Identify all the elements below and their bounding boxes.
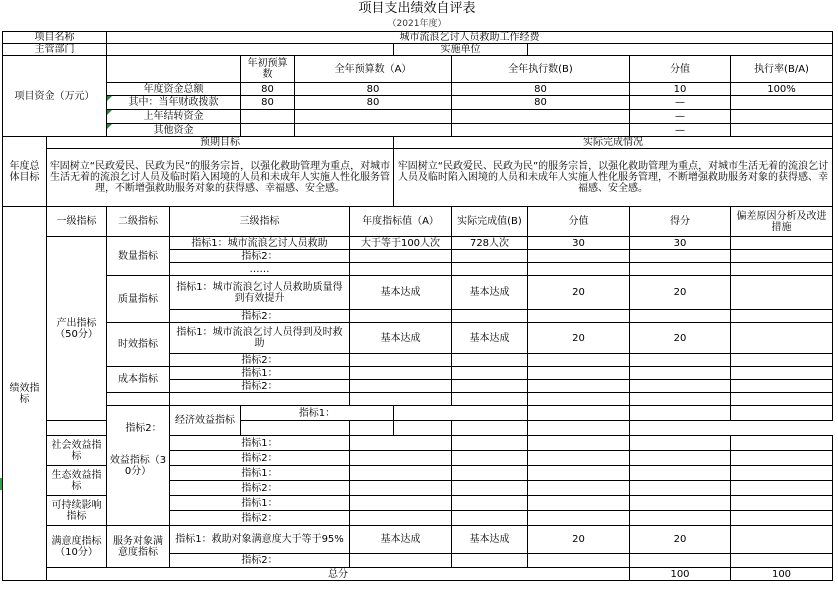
- funds-carryover-exec[interactable]: [452, 110, 630, 124]
- cell[interactable]: [731, 263, 833, 276]
- goal-content-row: [3, 149, 833, 207]
- cell[interactable]: [452, 496, 528, 511]
- quantity-deviation1[interactable]: [731, 237, 833, 250]
- perf-indicator-label: 绩效指标: [3, 207, 47, 581]
- cell[interactable]: [731, 354, 833, 367]
- table-row: [3, 393, 833, 406]
- cost-ind2[interactable]: 指标2：: [170, 380, 350, 393]
- cell[interactable]: [528, 496, 630, 511]
- cell[interactable]: [630, 451, 731, 466]
- quantity-score1[interactable]: 30: [630, 237, 731, 250]
- total-label: 总分: [47, 568, 630, 581]
- cell[interactable]: [731, 406, 833, 421]
- funds-carryover-full[interactable]: [295, 110, 452, 124]
- cell[interactable]: [452, 393, 528, 406]
- cell[interactable]: [241, 421, 350, 436]
- table-row: [3, 323, 833, 354]
- funds-fiscal-full[interactable]: 80: [295, 96, 452, 110]
- cell[interactable]: [350, 451, 452, 466]
- cell[interactable]: [452, 481, 528, 496]
- timeliness-actual1[interactable]: 基本达成: [452, 323, 528, 354]
- table-row: [3, 526, 833, 554]
- cell[interactable]: [452, 436, 528, 451]
- cell[interactable]: [528, 421, 630, 436]
- funds-carryover-value[interactable]: —: [630, 110, 731, 124]
- funds-other-label: 其他资金: [107, 124, 241, 137]
- year-subtitle: （2021年度）: [387, 19, 447, 29]
- cell[interactable]: [731, 511, 833, 526]
- cell[interactable]: [528, 310, 630, 323]
- timeliness-ind1[interactable]: 指标1：城市流浪乞讨人员得到及时救助: [170, 323, 350, 354]
- total-row: [3, 568, 833, 581]
- sustainable-ind1[interactable]: 指标1：: [170, 496, 350, 511]
- cell[interactable]: [731, 436, 833, 451]
- impl-unit-label: 实施单位: [394, 44, 528, 56]
- cell[interactable]: [350, 310, 452, 323]
- total-score[interactable]: 100: [731, 568, 833, 581]
- total-value[interactable]: 100: [630, 568, 731, 581]
- cell[interactable]: [350, 511, 452, 526]
- cell[interactable]: [452, 310, 528, 323]
- cell[interactable]: [731, 554, 833, 568]
- actual-value-header: 实际完成值(B): [452, 207, 528, 237]
- timeliness-value1[interactable]: 20: [528, 323, 630, 354]
- satisfaction-ind1[interactable]: 指标1：救助对象满意度大于等于95%: [170, 526, 350, 554]
- expected-goal-text[interactable]: 牢固树立“民政爱民、民政为民”的服务宗旨，以强化救助管理为重点，对城市生活无着的流浪乞讨人员及临时陷入困境的人员和未成年人实施人性化服务管理，不断增强救助服务对象的获得感、幸福感、安全感。: [47, 149, 394, 207]
- cell[interactable]: [528, 466, 630, 481]
- satisfaction-indicator-label: 满意度指标（10分）: [47, 526, 107, 568]
- indicator-header-row: [3, 207, 833, 237]
- funds-fiscal-annual[interactable]: 80: [241, 96, 295, 110]
- funds-other-exec[interactable]: [452, 124, 630, 137]
- funds-fiscal-exec[interactable]: 80: [452, 96, 630, 110]
- funds-total-row: [3, 83, 833, 96]
- impl-unit-value[interactable]: [528, 44, 833, 56]
- cell[interactable]: [350, 554, 452, 568]
- quantity-ind1[interactable]: 指标1：城市流浪乞讨人员救助: [170, 237, 350, 250]
- table-row: [3, 237, 833, 250]
- cell[interactable]: [452, 250, 528, 263]
- cell[interactable]: [350, 466, 452, 481]
- quantity-value1[interactable]: 30: [528, 237, 630, 250]
- cell[interactable]: [452, 354, 528, 367]
- project-name-row: [3, 32, 833, 44]
- funds-blank: [107, 56, 241, 83]
- cell[interactable]: [528, 263, 630, 276]
- goal-header-row: [3, 137, 833, 149]
- actual-goal-header: 实际完成情况: [394, 137, 833, 149]
- funds-fiscal-row: [3, 96, 833, 110]
- expected-goal-header: 预期目标: [47, 137, 394, 149]
- cost-indicator-label: 成本指标: [107, 367, 170, 393]
- cell[interactable]: [452, 367, 528, 380]
- sustainable-ind2[interactable]: 指标2：: [170, 511, 350, 526]
- satisfaction-score1[interactable]: 20: [630, 526, 731, 554]
- satisfaction-deviation1[interactable]: [731, 526, 833, 554]
- sustainable-indicator-label: 可持续影响指标: [47, 496, 107, 526]
- funds-other-value[interactable]: —: [630, 124, 731, 137]
- quantity-ind3[interactable]: ……: [170, 263, 350, 276]
- social-indicator-label: 社会效益指标: [47, 436, 107, 466]
- cell[interactable]: [528, 354, 630, 367]
- cell[interactable]: [528, 367, 630, 380]
- quality-score1[interactable]: 20: [630, 276, 731, 310]
- timeliness-score1[interactable]: 20: [630, 323, 731, 354]
- cost-ind1[interactable]: 指标1：: [170, 367, 350, 380]
- level1-header: 一级指标: [47, 207, 107, 237]
- quantity-actual1[interactable]: 728人次: [452, 237, 528, 250]
- funds-label: 项目资金（万元）: [3, 56, 107, 137]
- cell[interactable]: [731, 496, 833, 511]
- funds-other-annual[interactable]: [241, 124, 295, 137]
- quality-ind1[interactable]: 指标1：城市流浪乞讨人员救助质量得到有效提升: [170, 276, 350, 310]
- benefit-indicator-label: 效益指标（30分）: [107, 406, 170, 526]
- score-value-header: 分值: [630, 56, 731, 83]
- timeliness-target1[interactable]: 基本达成: [350, 323, 452, 354]
- cell[interactable]: [630, 380, 731, 393]
- table-row: [3, 276, 833, 310]
- quality-ind2[interactable]: 指标2：: [170, 310, 350, 323]
- cell[interactable]: [630, 393, 731, 406]
- cell[interactable]: [350, 380, 452, 393]
- cell[interactable]: [394, 406, 528, 421]
- value-header: 分值: [528, 207, 630, 237]
- deviation-header: 偏差原因分析及改进措施: [731, 207, 833, 237]
- funds-fiscal-rate[interactable]: [731, 96, 833, 110]
- quality-value1[interactable]: 20: [528, 276, 630, 310]
- cell[interactable]: [350, 250, 452, 263]
- output-indicator-label: 产出指标（50分）: [47, 237, 107, 421]
- funds-total-annual[interactable]: 80: [241, 83, 295, 96]
- satisfaction-ind2[interactable]: 指标2：: [170, 554, 350, 568]
- page-title: 项目支出绩效自评表: [358, 1, 476, 16]
- timeliness-deviation1[interactable]: [731, 323, 833, 354]
- cell[interactable]: [528, 511, 630, 526]
- quantity-target1[interactable]: 大于等于100人次: [350, 237, 452, 250]
- cell[interactable]: [350, 367, 452, 380]
- dept-value[interactable]: [107, 44, 394, 56]
- cell[interactable]: [630, 511, 731, 526]
- funds-carryover-label: 上年结转资金: [107, 110, 241, 124]
- cell[interactable]: [731, 466, 833, 481]
- cell[interactable]: [350, 421, 394, 436]
- satisfaction-target1[interactable]: 基本达成: [350, 526, 452, 554]
- ecological-ind2[interactable]: 指标2：: [170, 481, 350, 496]
- cell[interactable]: [528, 380, 630, 393]
- cell[interactable]: [452, 511, 528, 526]
- annual-budget-header: 年初预算数: [241, 56, 295, 83]
- funds-other-full[interactable]: [295, 124, 452, 137]
- cell[interactable]: [731, 481, 833, 496]
- overall-goal-label: 年度总体目标: [3, 137, 47, 207]
- funds-carryover-row: [3, 110, 833, 124]
- quality-indicator-label: 质量指标: [107, 276, 170, 323]
- self-evaluation-sheet: [2, 31, 833, 581]
- project-name-value[interactable]: 城市流浪乞讨人员救助工作经费: [107, 32, 833, 44]
- cell[interactable]: [630, 466, 731, 481]
- funds-total-full[interactable]: 80: [295, 83, 452, 96]
- cell[interactable]: [630, 310, 731, 323]
- score-header: 得分: [630, 207, 731, 237]
- project-name-label: 项目名称: [3, 32, 107, 44]
- quality-actual1[interactable]: 基本达成: [452, 276, 528, 310]
- annual-target-header: 年度指标值（A）: [350, 207, 452, 237]
- cell[interactable]: [350, 393, 452, 406]
- satisfaction-actual1[interactable]: 基本达成: [452, 526, 528, 554]
- funds-total-label: 年度资金总额: [107, 83, 241, 96]
- ecological-indicator-label: 生态效益指标: [47, 466, 107, 496]
- actual-goal-text[interactable]: 牢固树立“民政爱民、民政为民”的服务宗旨，以强化救助管理为重点，对城市生活无着的流浪乞讨人员及临时陷入困境的人员和未成年人实施人性化服务管理，不断增强救助服务对象的获得感、幸福感、安全感。: [394, 149, 833, 207]
- cell[interactable]: [452, 466, 528, 481]
- funds-header-row: [3, 56, 833, 83]
- table-row: [3, 406, 833, 421]
- full-exec-header: 全年执行数(B): [452, 56, 630, 83]
- cell[interactable]: [452, 380, 528, 393]
- ecological-ind1[interactable]: 指标1：: [170, 466, 350, 481]
- quantity-ind2[interactable]: 指标2：: [170, 250, 350, 263]
- funds-total-rate[interactable]: 100%: [731, 83, 833, 96]
- cell[interactable]: [630, 250, 731, 263]
- cell[interactable]: [731, 393, 833, 406]
- cell[interactable]: [528, 250, 630, 263]
- quality-deviation1[interactable]: [731, 276, 833, 310]
- cell[interactable]: [528, 481, 630, 496]
- cell[interactable]: [528, 451, 630, 466]
- timeliness-ind2[interactable]: 指标2：: [170, 354, 350, 367]
- cell[interactable]: [630, 354, 731, 367]
- cell[interactable]: [107, 393, 170, 406]
- cell[interactable]: [630, 263, 731, 276]
- cell[interactable]: [350, 263, 452, 276]
- cell[interactable]: [350, 496, 452, 511]
- cell[interactable]: [528, 393, 630, 406]
- cell[interactable]: [452, 421, 528, 436]
- cell[interactable]: [394, 421, 452, 436]
- cell[interactable]: [731, 451, 833, 466]
- cell[interactable]: [452, 451, 528, 466]
- cell[interactable]: [731, 367, 833, 380]
- cell[interactable]: [630, 496, 731, 511]
- exec-rate-header: 执行率(B/A): [731, 56, 833, 83]
- cell[interactable]: [630, 436, 731, 451]
- cell[interactable]: [630, 367, 731, 380]
- economic-ind2[interactable]: 指标2：: [47, 421, 241, 436]
- department-row: [3, 44, 833, 56]
- level3-header: 三级指标: [170, 207, 350, 237]
- funds-fiscal-label: 其中：当年财政拨款: [107, 96, 241, 110]
- cell[interactable]: [528, 436, 630, 451]
- level2-header: 二级指标: [107, 207, 170, 237]
- satisfaction-value1[interactable]: 20: [528, 526, 630, 554]
- cell[interactable]: [731, 250, 833, 263]
- full-budget-header: 全年预算数（A）: [295, 56, 452, 83]
- timeliness-indicator-label: 时效指标: [107, 323, 170, 367]
- social-ind1[interactable]: 指标1：: [170, 436, 350, 451]
- funds-total-exec[interactable]: 80: [452, 83, 630, 96]
- cell[interactable]: [170, 393, 350, 406]
- cell[interactable]: [528, 554, 630, 568]
- cell[interactable]: [350, 436, 452, 451]
- cell[interactable]: [350, 481, 452, 496]
- cell[interactable]: [731, 380, 833, 393]
- quantity-indicator-label: 数量指标: [107, 237, 170, 276]
- cell[interactable]: [452, 263, 528, 276]
- table-row: [3, 421, 833, 436]
- social-ind2[interactable]: 指标2：: [170, 451, 350, 466]
- funds-fiscal-value[interactable]: —: [630, 96, 731, 110]
- cell[interactable]: [630, 554, 731, 568]
- funds-total-value[interactable]: 10: [630, 83, 731, 96]
- economic-ind1[interactable]: 指标1：: [241, 406, 394, 421]
- cell[interactable]: [630, 481, 731, 496]
- table-row: [3, 367, 833, 380]
- economic-indicator-label: 经济效益指标: [170, 406, 241, 436]
- funds-carryover-annual[interactable]: [241, 110, 295, 124]
- cell[interactable]: [528, 406, 630, 421]
- funds-carryover-rate[interactable]: [731, 110, 833, 124]
- cell[interactable]: [630, 406, 731, 421]
- funds-other-row: [3, 124, 833, 137]
- cell[interactable]: [350, 354, 452, 367]
- dept-label: 主管部门: [3, 44, 107, 56]
- quality-target1[interactable]: 基本达成: [350, 276, 452, 310]
- cell[interactable]: [731, 310, 833, 323]
- service-satisfaction-label: 服务对象满意度指标: [107, 526, 170, 568]
- funds-other-rate[interactable]: [731, 124, 833, 137]
- cell[interactable]: [452, 554, 528, 568]
